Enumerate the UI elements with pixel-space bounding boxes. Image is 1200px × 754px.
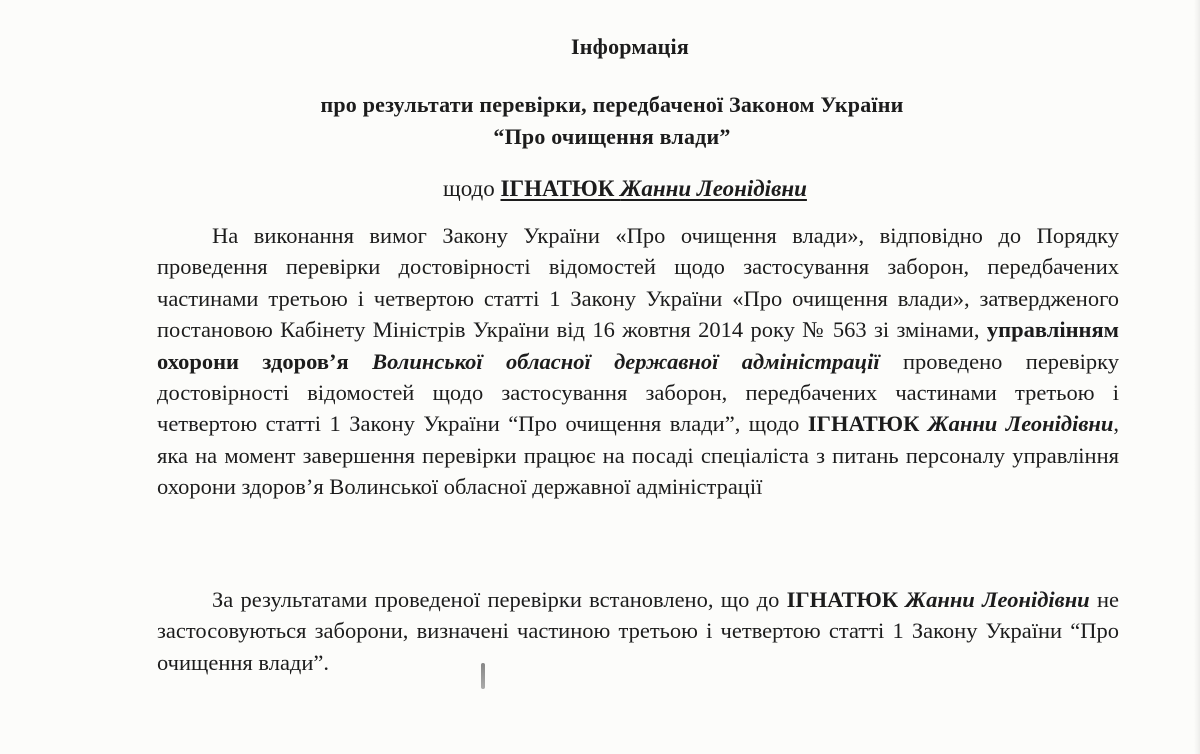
subject-prefix: щодо <box>443 176 495 201</box>
p1-administration: Волинської обласної державної адміністрації <box>372 348 880 374</box>
p1-surname: ІГНАТЮК <box>807 411 920 437</box>
p2-surname: ІГНАТЮК <box>786 587 899 612</box>
subject-line <box>443 176 807 202</box>
p1-text-2: проведено перевірку достовірності відомостей щодо застосування заборон, передбачених частинами третьою і четвертою статті 1 Закону України “Про очищення влади”, щодо <box>157 348 1120 437</box>
p1-text-1: На виконання вимог Закону України «Про очищення влади», відповідно до Порядку проведення перевірки достовірності відомостей щодо застосування заборон, передбачених частинами третьою і четвертою статті 1 Закону України «Про очищення влади», затвердженого постановою Кабінету Міністрів України від 16 жовтня 2014 року № 563 зі змінами, <box>157 223 1119 343</box>
p2-text-1: За результатами проведеної перевірки встановлено, що до <box>212 587 787 612</box>
document-title: Інформація <box>571 34 689 59</box>
p1-given-name: Жанни Леонідівни <box>927 411 1114 437</box>
scan-artifact <box>481 663 485 689</box>
paragraph-1 <box>157 220 1119 503</box>
p2-given-name: Жанни Леонідівни <box>905 587 1090 612</box>
document-subtitle-line2: “Про очищення влади” <box>493 124 731 149</box>
subject-surname: ІГНАТЮК <box>500 176 615 201</box>
p2-text-2: не застосовуються заборони, визначені частиною третьою і четвертою статті 1 Закону України “Про очищення влади”. <box>157 587 1120 675</box>
subject-name <box>501 176 807 201</box>
p1-authority: управлінням охорони здоров’я <box>157 317 1119 374</box>
subject-given-name: Жанни Леонідівни <box>620 176 807 201</box>
p1-text-3: , яка на момент завершення перевірки працює на посаді спеціаліста з питань персоналу управління охорони здоров’я Волинської обласної державної адміністрації <box>157 411 1120 500</box>
paragraph-2 <box>157 584 1119 678</box>
document-subtitle-line1: про результати перевірки, передбаченої Законом України <box>320 92 904 117</box>
